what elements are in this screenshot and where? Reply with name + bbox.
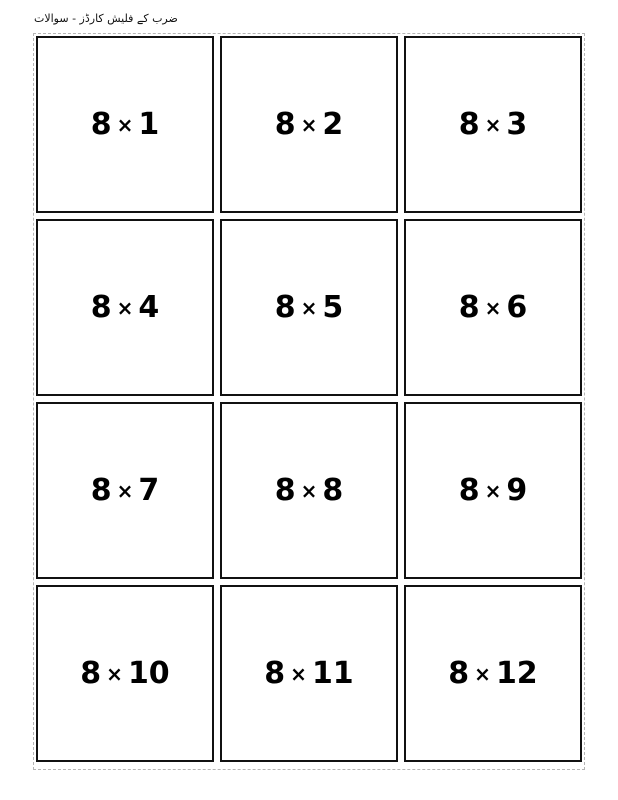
times-sign: ×	[116, 296, 134, 320]
flashcard-problem	[459, 473, 528, 508]
flashcard	[36, 402, 214, 579]
flashcard	[220, 585, 398, 762]
multiplicand: 8	[458, 290, 480, 325]
flashcard-problem	[275, 290, 344, 325]
times-sign: ×	[300, 296, 318, 320]
multiplier: 7	[138, 473, 160, 508]
flashcard-problem	[459, 107, 528, 142]
multiplicand: 8	[274, 473, 296, 508]
flashcard-problem	[264, 656, 353, 691]
flashcard	[36, 36, 214, 213]
multiplicand: 8	[458, 473, 480, 508]
flashcard-grid	[36, 36, 582, 762]
multiplier: 10	[127, 656, 170, 691]
multiplier: 12	[495, 656, 538, 691]
multiplier: 6	[506, 290, 528, 325]
flashcard-problem	[275, 473, 344, 508]
multiplier: 3	[506, 107, 528, 142]
multiplicand: 8	[90, 107, 112, 142]
multiplicand: 8	[90, 473, 112, 508]
multiplicand: 8	[264, 656, 286, 691]
multiplicand: 8	[80, 656, 102, 691]
multiplicand: 8	[274, 107, 296, 142]
multiplier: 5	[322, 290, 344, 325]
multiplicand: 8	[274, 290, 296, 325]
flashcard	[404, 219, 582, 396]
flashcard-problem	[459, 290, 528, 325]
times-sign: ×	[106, 662, 123, 686]
multiplier: 9	[506, 473, 528, 508]
flashcard	[220, 219, 398, 396]
flashcard-problem	[91, 290, 160, 325]
flashcard-problem	[91, 473, 160, 508]
times-sign: ×	[484, 479, 502, 503]
multiplicand: 8	[90, 290, 112, 325]
multiplier: 1	[138, 107, 160, 142]
multiplier: 4	[138, 290, 160, 325]
page-title: ضرب کے فلیش کارڈز - سوالات	[34, 12, 178, 25]
times-sign: ×	[484, 113, 502, 137]
times-sign: ×	[116, 479, 134, 503]
times-sign: ×	[300, 113, 318, 137]
flashcard	[404, 402, 582, 579]
multiplier: 8	[322, 473, 344, 508]
multiplier: 2	[322, 107, 344, 142]
flashcard-problem	[275, 107, 344, 142]
times-sign: ×	[290, 662, 307, 686]
flashcard	[36, 585, 214, 762]
times-sign: ×	[300, 479, 318, 503]
multiplier: 11	[311, 656, 354, 691]
times-sign: ×	[116, 113, 134, 137]
flashcard-problem	[80, 656, 169, 691]
multiplicand: 8	[448, 656, 470, 691]
flashcard-problem	[91, 107, 160, 142]
flashcard	[220, 36, 398, 213]
flashcard	[220, 402, 398, 579]
flashcard	[36, 219, 214, 396]
flashcard	[404, 36, 582, 213]
times-sign: ×	[474, 662, 491, 686]
times-sign: ×	[484, 296, 502, 320]
flashcard	[404, 585, 582, 762]
multiplicand: 8	[458, 107, 480, 142]
flashcard-problem	[448, 656, 537, 691]
